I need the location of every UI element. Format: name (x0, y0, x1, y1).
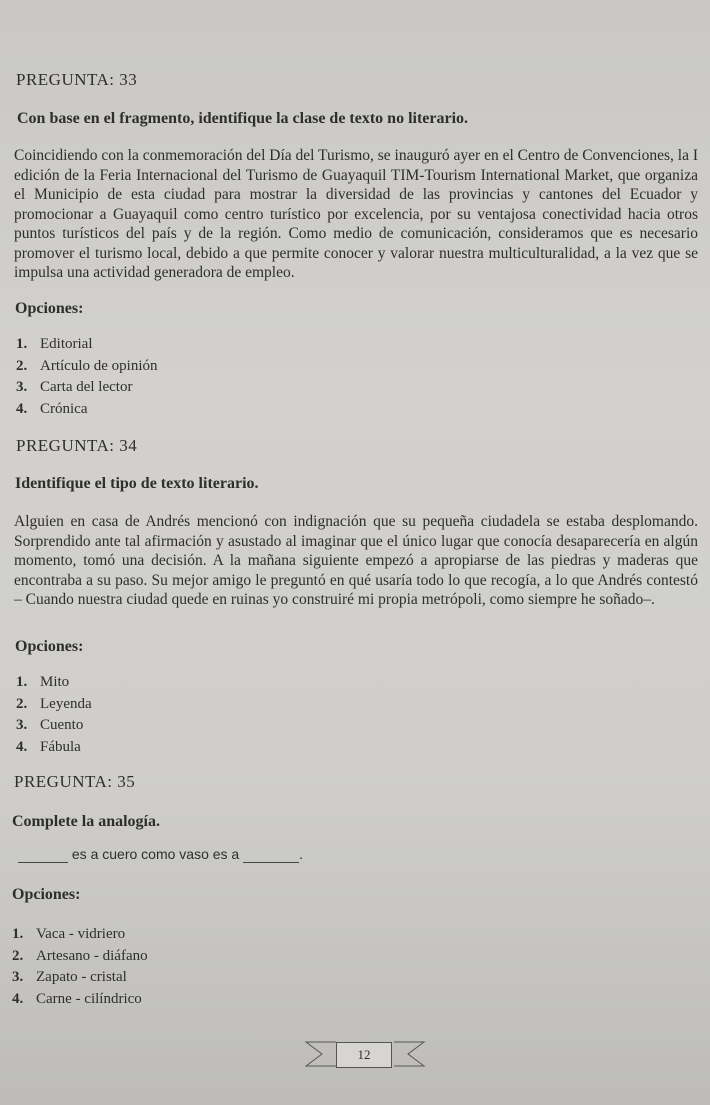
question-35-options (12, 924, 148, 1010)
question-34-instruction: Identifique el tipo de texto literario. (15, 475, 259, 492)
option-item[interactable]: 3. Carta del lector (16, 379, 133, 395)
question-34-options-title: Opciones: (15, 638, 84, 655)
question-33-heading: PREGUNTA: 33 (16, 70, 138, 89)
question-33-instruction: Con base en el fragmento, identifique la clase de texto no literario. (17, 110, 469, 127)
question-35-options-title: Opciones: (12, 886, 81, 903)
option-item[interactable]: 2. Artesano - diáfano (12, 947, 148, 964)
page-deco-right-icon (390, 1038, 430, 1070)
question-35-instruction: Complete la analogía. (12, 813, 160, 830)
option-item[interactable]: 1. Vaca - vidriero (12, 926, 126, 942)
analogy-end: . (299, 846, 303, 862)
analogy-sentence (18, 846, 303, 863)
page-number-box (336, 1042, 392, 1068)
option-item[interactable]: 2. Artículo de opinión (16, 357, 158, 374)
option-item[interactable]: 4. Fábula (16, 738, 81, 755)
option-item[interactable]: 2. Leyenda (16, 695, 92, 712)
option-item[interactable]: 1. Mito (16, 674, 70, 690)
analogy-middle-text: es a cuero como vaso es a (71, 846, 240, 862)
analogy-blank-2[interactable] (243, 846, 299, 863)
option-item[interactable]: 4. Crónica (16, 400, 88, 417)
question-34-options (16, 672, 92, 758)
option-item[interactable]: 3. Cuento (16, 717, 84, 733)
question-35-heading: PREGUNTA: 35 (14, 772, 136, 791)
question-34-passage: Alguien en casa de Andrés mencionó con indignación que su pequeña ciudadela se estaba desplomando. Sorprendido ante tal afirmación y asustado al imaginar que el único lugar que conocía desaparecería en algún momento, tomó una decisión. A la mañana siguiente empezó a apropiarse de las piedras y maderas que encontraba a su paso. Su mejor amigo le preguntó en qué usaría todo lo que recogía, a lo que Andrés contestó – Cuando nuestra ciudad quede en ruinas yo construiré mi propia metrópoli, como siempre he soñado–. (14, 513, 698, 608)
question-33-passage: Coincidiendo con la conmemoración del Día del Turismo, se inauguró ayer en el Centro de Convenciones, la I edición de la Feria Internacional del Turismo de Guayaquil TIM-Tourism International Market, que organiza el Municipio de esta ciudad para mostrar la diversidad de las provincias y cantones del Ecuador y promocionar a Guayaquil como centro turístico por excelencia, por su ventajosa conectividad hacia otros puntos turísticos del país y de la región. Como medio de comunicación, consideramos que es necesario promover el turismo local, debido a que permite conocer y valorar nuestra multiculturalidad, a la vez que se impulsa una actividad generadora de empleo. (14, 147, 698, 281)
question-34-heading: PREGUNTA: 34 (16, 436, 138, 455)
option-item[interactable]: 3. Zapato - cristal (12, 969, 127, 985)
question-33-options (16, 334, 157, 420)
question-33-options-title: Opciones: (15, 300, 84, 317)
page-number: 12 (357, 1047, 371, 1062)
page-deco-left-icon (300, 1038, 340, 1070)
option-item[interactable]: 1. Editorial (16, 336, 93, 352)
option-item[interactable]: 4. Carne - cilíndrico (12, 990, 142, 1007)
analogy-blank-1[interactable] (18, 846, 68, 863)
